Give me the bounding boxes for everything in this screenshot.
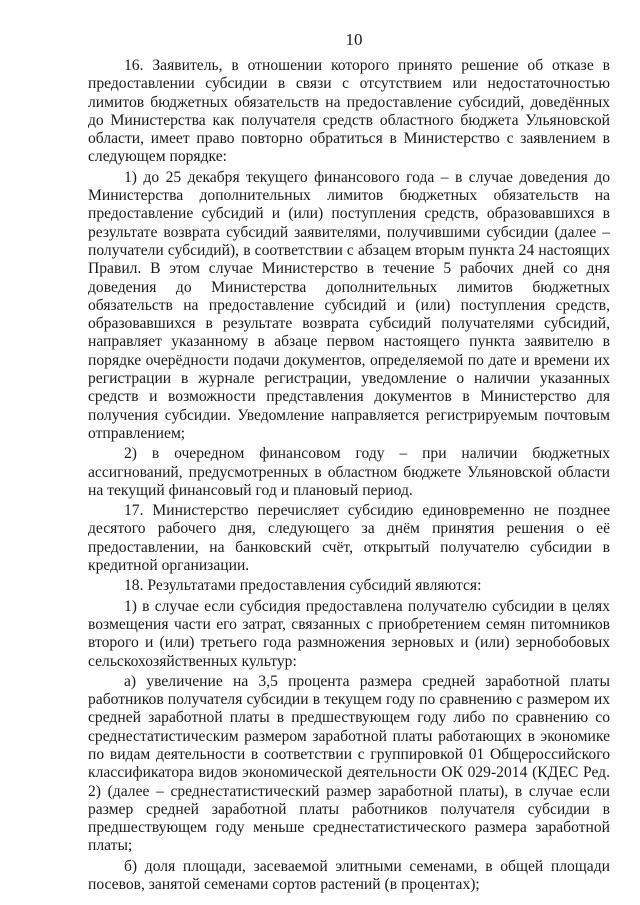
paragraph-18-item-1-b: б) доля площади, засеваемой элитными семенами, в общей площади посевов, занятой семенами сортов растений (в процентах);	[88, 857, 610, 894]
paragraph-18-item-1-a: а) увеличение на 3,5 процента размера средней заработной платы работников получателя субсидии в текущем году по сравнению с размером их средней заработной платы в предшествующем году либо по сравнению со среднестатистическим размером заработной платы работающих в экономике по видам деятельности в соответствии с группировкой 01 Общероссийского классификатора видов экономической деятельности ОК 029-2014 (КДЕС Ред. 2) (далее – среднестатистический размер заработной платы), в случае если размер средней заработной платы работников получателя субсидии в предшествующем году меньше среднестатистического размера заработной платы;	[88, 672, 610, 855]
paragraph-18-item-1: 1) в случае если субсидия предоставлена получателю субсидии в целях возмещения части его затрат, связанных с приобретением семян питомников второго и (или) третьего года размножения зерновых и (или) зернобобовых сельскохозяйственных культур:	[88, 597, 610, 670]
paragraph-18: 18. Результатами предоставления субсидий являются:	[124, 577, 482, 595]
paragraph-17: 17. Министерство перечисляет субсидию единовременно не позднее десятого рабочего дня, следующего за днём принятия решения о её предоставлении, на банковский счёт, открытый получателю субсидии в кредитной организации.	[88, 502, 610, 575]
paragraph-16-item-2: 2) в очередном финансовом году – при наличии бюджетных ассигнований, предусмотренных в областном бюджете Ульяновской области на текущий финансовый год и плановый период.	[88, 445, 610, 499]
paragraph-16-item-1: 1) до 25 декабря текущего финансового года – в случае доведения до Министерства дополнительных лимитов бюджетных обязательств на предоставление субсидий и (или) поступления средств, образовавшихся в результате возврата субсидий заявителями, получившими субсидии (далее – получатели субсидий), в соответствии с абзацем вторым пункта 24 настоящих Правил. В этом случае Министерство в течение 5 рабочих дней со дня доведения до Министерства дополнительных лимитов бюджетных обязательств на предоставление субсидий и (или) поступления средств, образовавшихся в результате возврата субсидий получателями субсидий, направляет указанному в абзаце первом настоящего пункта заявителю в порядке очерёдности подачи документов, определяемой по дате и времени их регистрации в журнале регистрации, уведомление о наличии указанных средств и возможности представления документов в Министерство для получения субсидии. Уведомление направляется регистрируемым почтовым отправлением;	[88, 168, 610, 442]
paragraph-16: 16. Заявитель, в отношении которого принято решение об отказе в предоставлении субсидии в связи с отсутствием или недостаточностью лимитов бюджетных обязательств на предоставление субсидий, доведённых до Министерства как получателя средств областного бюджета Ульяновской области, имеет право повторно обратиться в Министерство с заявлением в следующем порядке:	[88, 57, 610, 166]
page-number: 10	[345, 30, 363, 49]
